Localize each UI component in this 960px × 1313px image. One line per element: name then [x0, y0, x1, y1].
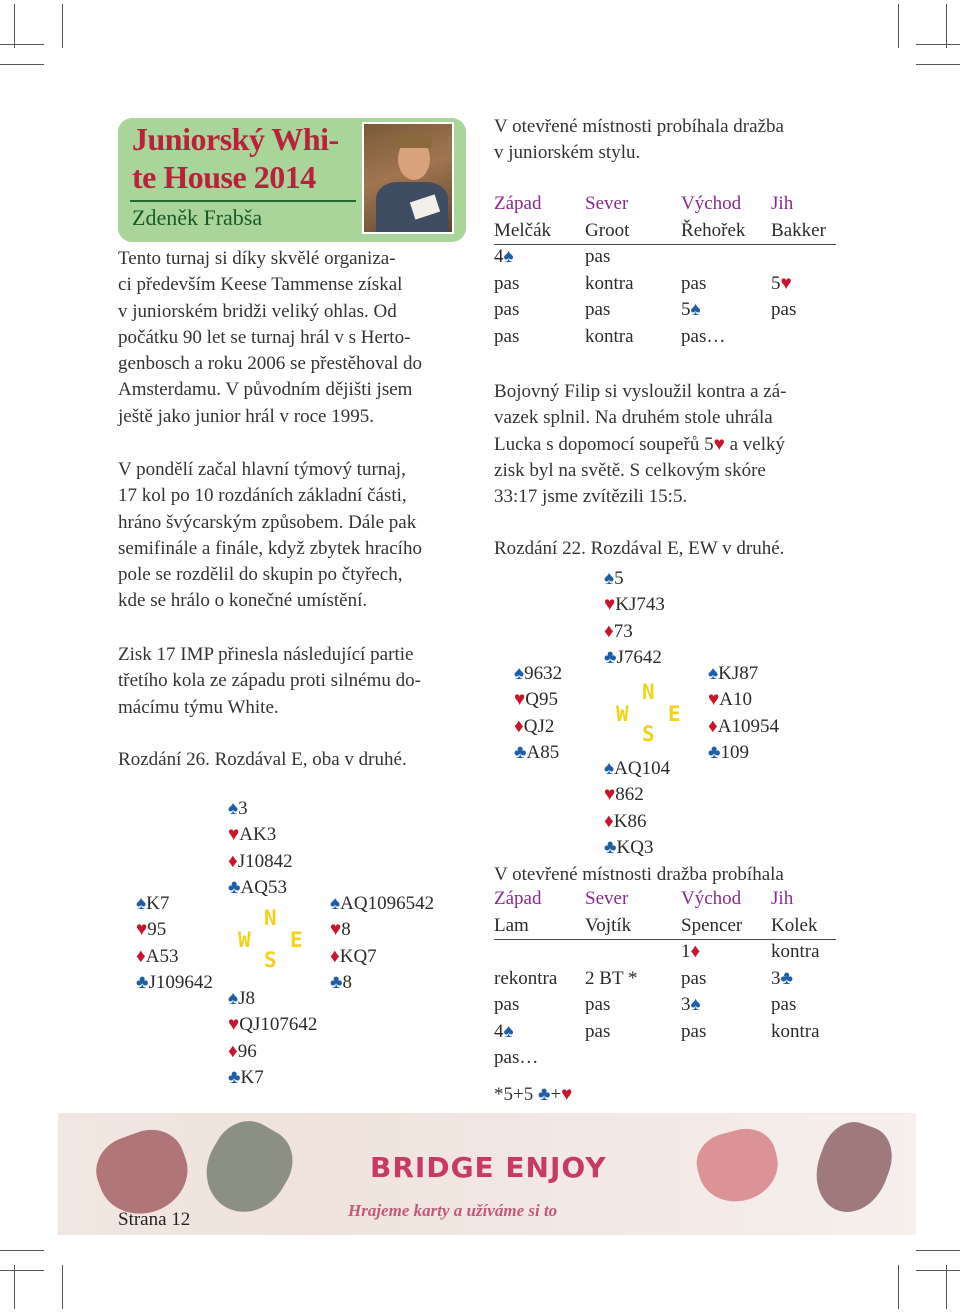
suit-holding: ♣KQ3 [604, 836, 654, 858]
text-line: v juniorském stylu. [494, 142, 641, 164]
text-line: ještě jako junior hrál v roce 1995. [118, 405, 374, 427]
suit-holding: ♦73 [604, 620, 633, 642]
suit-holding: ♦A10954 [708, 715, 779, 737]
deal26-west-hand [136, 891, 213, 996]
auction1-intro [494, 114, 844, 167]
suit-symbol: ♣ [708, 741, 721, 763]
suit-symbol: ♦ [228, 1040, 238, 1062]
text-line: v juniorském bridži veliký ohlas. Od [118, 300, 397, 322]
text-line: Lucka s dopomocí soupeřů 5♥ a velký [494, 433, 785, 455]
suit-holding: ♣J7642 [604, 646, 662, 668]
seat-header: Východ [681, 888, 742, 909]
suit-symbol: ♣ [228, 1066, 241, 1088]
player-name: Melčák [494, 219, 551, 241]
footnote: *5+5 ♣+♥ [494, 1084, 573, 1105]
bid: pas [771, 994, 797, 1015]
player-name: Lam [494, 914, 529, 936]
text-line: genbosch a roku 2006 se přestěhoval do [118, 353, 422, 375]
player-name: Kolek [771, 914, 818, 936]
suit-holding: ♥KJ743 [604, 594, 665, 616]
bid: 4♠ [494, 246, 514, 267]
suit-symbol: ♦ [228, 850, 238, 872]
suit-symbol: ♠ [514, 663, 525, 684]
suit-symbol: ♠ [708, 663, 719, 684]
suit-symbol: ♥ [713, 433, 725, 455]
deal26-heading [118, 747, 466, 773]
bid: kontra [585, 272, 634, 294]
crop-mark [946, 1265, 947, 1309]
crop-mark [898, 1265, 899, 1309]
suit-symbol: ♣ [514, 741, 527, 763]
bid: 3♣ [771, 967, 793, 989]
text-line: Amsterdamu. V původním dějišti jsem [118, 379, 413, 401]
suit-symbol: ♦ [604, 620, 614, 642]
bid: 1♦ [681, 941, 701, 962]
bid: pas [494, 325, 520, 347]
player-name: Groot [585, 219, 630, 241]
crop-mark [946, 4, 947, 48]
bid: pas [585, 1020, 611, 1042]
suit-holding: ♣109 [708, 741, 749, 763]
suit-holding: ♥A10 [708, 689, 753, 711]
deal22-compass: N W E S [616, 680, 681, 746]
suit-symbol: ♣ [604, 836, 617, 858]
suit-holding: ♦J10842 [228, 850, 293, 872]
deal22-west-hand [514, 661, 562, 766]
bid: pas [681, 967, 707, 989]
suit-symbol: ♣ [136, 971, 149, 993]
auction-divider [494, 244, 836, 245]
deal22-east-hand [708, 661, 779, 766]
player-name: Spencer [681, 914, 743, 936]
crop-mark [0, 1250, 44, 1251]
text-line: Bojovný Filip si vysloužil kontra a zá- [494, 381, 787, 402]
text-line: Rozdání 26. Rozdával E, oba v druhé. [118, 749, 407, 770]
seat-header: Sever [585, 888, 629, 909]
bid: pas [681, 1020, 707, 1042]
text-line: V pondělí začal hlavní týmový turnaj, [118, 459, 406, 480]
suit-symbol: ♥ [708, 689, 720, 711]
bid: pas [494, 299, 520, 320]
text-line: semifinále a finále, když zbytek hracího [118, 537, 422, 559]
intro-paragraph [118, 246, 466, 430]
suit-holding: ♦KQ7 [330, 945, 377, 967]
bid: pas [585, 246, 611, 267]
crop-mark [62, 4, 63, 48]
deal26-compass: N W E S [238, 906, 303, 972]
suit-symbol: ♦ [604, 810, 614, 832]
match-paragraph [118, 642, 466, 721]
suit-holding: ♥AK3 [228, 824, 277, 846]
deal22-south-hand [604, 756, 670, 861]
suit-symbol: ♥ [604, 594, 616, 616]
suit-holding: ♠KJ87 [708, 663, 759, 684]
text-line: vazek splnil. Na druhém stole uhrála [494, 407, 773, 429]
bid: pas [494, 272, 520, 294]
bid: rekontra [494, 967, 558, 989]
author-name: Zdeněk Frabša [132, 205, 263, 230]
player-name: Bakker [771, 219, 826, 241]
title-line: te House 2014 [132, 159, 316, 195]
crop-mark [62, 1265, 63, 1309]
bid: kontra [585, 325, 634, 347]
brand-slogan: Hrajeme karty a užíváme si to [348, 1201, 558, 1220]
brand-logo: BRIDGE ENJOY [370, 1151, 607, 1184]
bid: 3♠ [681, 994, 701, 1015]
suit-symbol: ♣ [780, 967, 793, 989]
deal22-heading: Rozdání 22. Rozdával E, EW v druhé. [494, 538, 785, 559]
text-line: počátku 90 let se turnaj hrál v s Herto- [118, 326, 411, 348]
text-line: V otevřené místnosti probíhala dražba [494, 116, 784, 137]
suit-holding: ♠9632 [514, 663, 563, 684]
suit-holding: ♦A53 [136, 945, 179, 967]
player-name: Vojtík [585, 914, 632, 936]
suit-holding: ♦96 [228, 1040, 257, 1062]
suit-symbol: ♠ [503, 246, 514, 267]
suit-symbol: ♦ [708, 715, 718, 737]
crop-mark [14, 4, 15, 48]
suit-symbol: ♥ [604, 784, 616, 806]
suit-holding: ♥862 [604, 784, 644, 806]
title-rule [130, 200, 356, 202]
bid: pas… [681, 325, 726, 347]
suit-symbol: ♥ [780, 272, 792, 294]
player-name: Řehořek [681, 219, 746, 241]
suit-symbol: ♣ [537, 1084, 551, 1105]
suit-symbol: ♥ [136, 919, 148, 941]
suit-holding: ♠3 [228, 798, 248, 819]
seat-header: Západ [494, 888, 542, 909]
suit-symbol: ♣ [330, 971, 343, 993]
suit-symbol: ♥ [514, 689, 526, 711]
bid: kontra [771, 941, 820, 962]
bid: pas… [494, 1047, 539, 1068]
auction-divider [494, 939, 836, 940]
crop-mark [898, 4, 899, 48]
bid: 4♠ [494, 1020, 514, 1042]
suit-holding: ♠K7 [136, 893, 170, 914]
suit-symbol: ♥ [228, 824, 240, 846]
suit-symbol: ♦ [690, 941, 701, 962]
suit-symbol: ♣ [228, 876, 241, 898]
text-line: 17 kol po 10 rozdáních základní části, [118, 485, 407, 507]
suit-holding: ♥8 [330, 919, 351, 941]
bid: 2 BT * [585, 967, 638, 989]
suit-symbol: ♦ [330, 945, 340, 967]
player-photo [362, 122, 454, 234]
text-line: hráno švýcarským způsobem. Dále pak [118, 511, 417, 533]
bid: kontra [771, 1020, 820, 1042]
deal26-south-hand [228, 986, 317, 1091]
suit-holding: ♣8 [330, 971, 352, 993]
seat-header: Jih [771, 888, 794, 909]
deal26-north-hand [228, 796, 293, 901]
seat-header: Jih [771, 193, 794, 214]
bid: 5♠ [681, 299, 701, 320]
suit-symbol: ♠ [690, 994, 701, 1015]
suit-holding: ♣AQ53 [228, 876, 287, 898]
crop-mark [14, 1265, 15, 1309]
suit-symbol: ♦ [514, 715, 524, 737]
suit-symbol: ♠ [604, 568, 615, 589]
text-line: mácímu týmu White. [118, 696, 279, 718]
suit-symbol: ♣ [604, 646, 617, 668]
crop-mark [0, 64, 44, 65]
deal22-north-hand [604, 566, 665, 671]
auction2-intro: V otevřené místnosti dražba probíhala [494, 864, 784, 885]
bid: pas [681, 272, 707, 294]
suit-symbol: ♠ [604, 758, 615, 779]
text-line: pole se rozdělil do skupin po čtyřech, [118, 564, 403, 586]
result-paragraph [494, 379, 844, 510]
suit-holding: ♥95 [136, 919, 167, 941]
bid: pas [585, 299, 611, 320]
crop-mark [916, 44, 960, 45]
suit-symbol: ♠ [690, 299, 701, 320]
bid: 5♥ [771, 272, 792, 294]
crop-mark [916, 1270, 960, 1271]
bid: pas [771, 299, 797, 320]
suit-symbol: ♠ [330, 893, 341, 914]
text-line: kde se hrálo o konečné umístění. [118, 590, 368, 612]
crop-mark [0, 44, 44, 45]
suit-symbol: ♠ [136, 893, 147, 914]
bid: pas [494, 994, 520, 1015]
text-line: Zisk 17 IMP přinesla následující partie [118, 644, 414, 665]
suit-holding: ♦QJ2 [514, 715, 555, 737]
suit-holding: ♠5 [604, 568, 624, 589]
suit-symbol: ♠ [228, 798, 239, 819]
text-line: ci především Keese Tammense získal [118, 274, 403, 296]
crop-mark [0, 1270, 44, 1271]
crop-mark [916, 64, 960, 65]
article-title [132, 120, 362, 196]
suit-holding: ♠J8 [228, 988, 255, 1009]
suit-holding: ♦K86 [604, 810, 647, 832]
suit-holding: ♠AQ104 [604, 758, 671, 779]
text-line: zisk byl na světě. S celkovým skóre [494, 459, 766, 481]
text-line: třetího kola ze západu proti silnému do- [118, 670, 421, 692]
suit-symbol: ♠ [503, 1020, 514, 1042]
page-number: Strana 12 [118, 1209, 191, 1230]
seat-header: Východ [681, 193, 742, 214]
suit-holding: ♥QJ107642 [228, 1014, 318, 1036]
tournament-paragraph [118, 457, 466, 615]
text-line: 33:17 jsme zvítězili 15:5. [494, 486, 688, 508]
crop-mark [916, 1250, 960, 1251]
suit-holding: ♥Q95 [514, 689, 559, 711]
suit-symbol: ♥ [330, 919, 342, 941]
suit-symbol: ♥ [228, 1014, 240, 1036]
suit-holding: ♣A85 [514, 741, 560, 763]
suit-holding: ♠AQ1096542 [330, 893, 435, 914]
deal26-east-hand [330, 891, 434, 996]
text-line: Tento turnaj si díky skvělé organiza- [118, 248, 396, 269]
suit-holding: ♣J109642 [136, 971, 213, 993]
suit-symbol: ♠ [228, 988, 239, 1009]
suit-holding: ♣K7 [228, 1066, 264, 1088]
bid: pas [585, 994, 611, 1015]
title-line: Juniorský Whi- [132, 121, 339, 157]
suit-symbol: ♦ [136, 945, 146, 967]
seat-header: Sever [585, 193, 629, 214]
seat-header: Západ [494, 193, 542, 214]
suit-symbol: ♥ [561, 1084, 573, 1105]
